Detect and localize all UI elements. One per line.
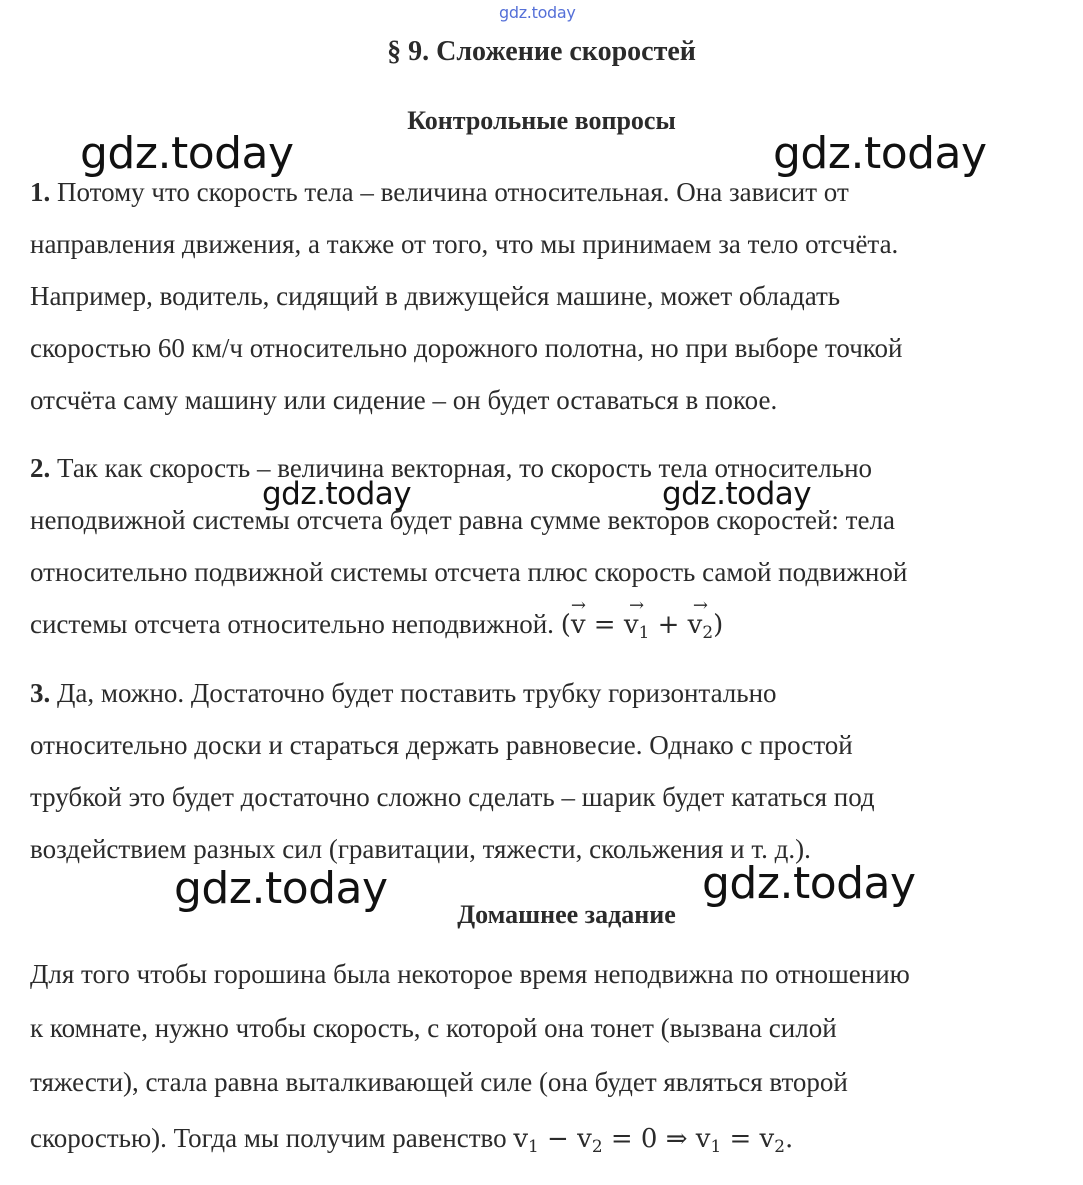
answer-2-line: относительно подвижной системы отсчета плюс скорость самой подвижной (30, 557, 908, 587)
watermark: gdz.today (262, 476, 412, 512)
answer-1-line: направления движения, а также от того, что мы принимаем за тело отсчёта. (30, 229, 899, 259)
answer-3-line: воздействием разных сил (гравитации, тяжести, скольжения и т. д.). (30, 834, 811, 864)
watermark: gdz.today (773, 128, 987, 179)
answer-1-line (30, 176, 849, 208)
velocity-sum-formula: (→ v = → $v_1$ + → $v_2$) (561, 610, 724, 640)
answer-3-line: трубкой это будет достаточно сложно сделать – шарик будет кататься под (30, 782, 875, 812)
answer-2-line: неподвижной системы отсчета будет равна сумме векторов скоростей: тела (30, 505, 895, 535)
equality-formula: $v_1 - v_2 = 0$ ⇒ $v_1 = v_2$. (513, 1124, 794, 1157)
answer-2-line (30, 608, 723, 648)
watermark: gdz.today (80, 128, 294, 179)
watermark: gdz.today (174, 863, 388, 914)
answer-1-text: Потому что скорость тела – величина относительная. Она зависит от (57, 177, 849, 207)
answer-1-number: 1. (30, 177, 51, 207)
answer-3-line (30, 677, 777, 709)
homework-text: скоростью). Тогда мы получим равенство (30, 1123, 507, 1153)
watermark: gdz.today (662, 476, 812, 512)
answer-2-line (30, 452, 872, 484)
answer-1-line: отсчёта саму машину или сидение – он будет оставаться в покое. (30, 385, 778, 415)
answer-2-text: Так как скорость – величина векторная, то скорость тела относительно (57, 453, 873, 483)
answer-2-number: 2. (30, 453, 51, 483)
section-heading-homework: Домашнее задание (457, 900, 676, 929)
homework-line: к комнате, нужно чтобы скорость, с которой она тонет (вызвана силой (30, 1013, 837, 1043)
answer-3-text: Да, можно. Достаточно будет поставить трубку горизонтально (57, 678, 777, 708)
answer-3-number: 3. (30, 678, 51, 708)
homework-line (30, 1122, 793, 1162)
answer-2-text: системы отсчета относительно неподвижной. (30, 609, 554, 639)
watermark: gdz.today (702, 858, 916, 909)
answer-3-line: относительно доски и стараться держать равновесие. Однако с простой (30, 730, 853, 760)
answer-1-line: Например, водитель, сидящий в движущейся машине, может обладать (30, 281, 841, 311)
homework-line: тяжести), стала равна выталкивающей силе (она будет являться второй (30, 1067, 848, 1097)
section-heading-control-questions: Контрольные вопросы (407, 106, 676, 135)
watermark-top: gdz.today (499, 3, 576, 22)
homework-line: Для того чтобы горошина была некоторое время неподвижна по отношению (30, 959, 910, 989)
page-title: § 9. Сложение скоростей (387, 36, 696, 67)
answer-1-line: скоростью 60 км/ч относительно дорожного полотна, но при выборе точкой (30, 333, 903, 363)
